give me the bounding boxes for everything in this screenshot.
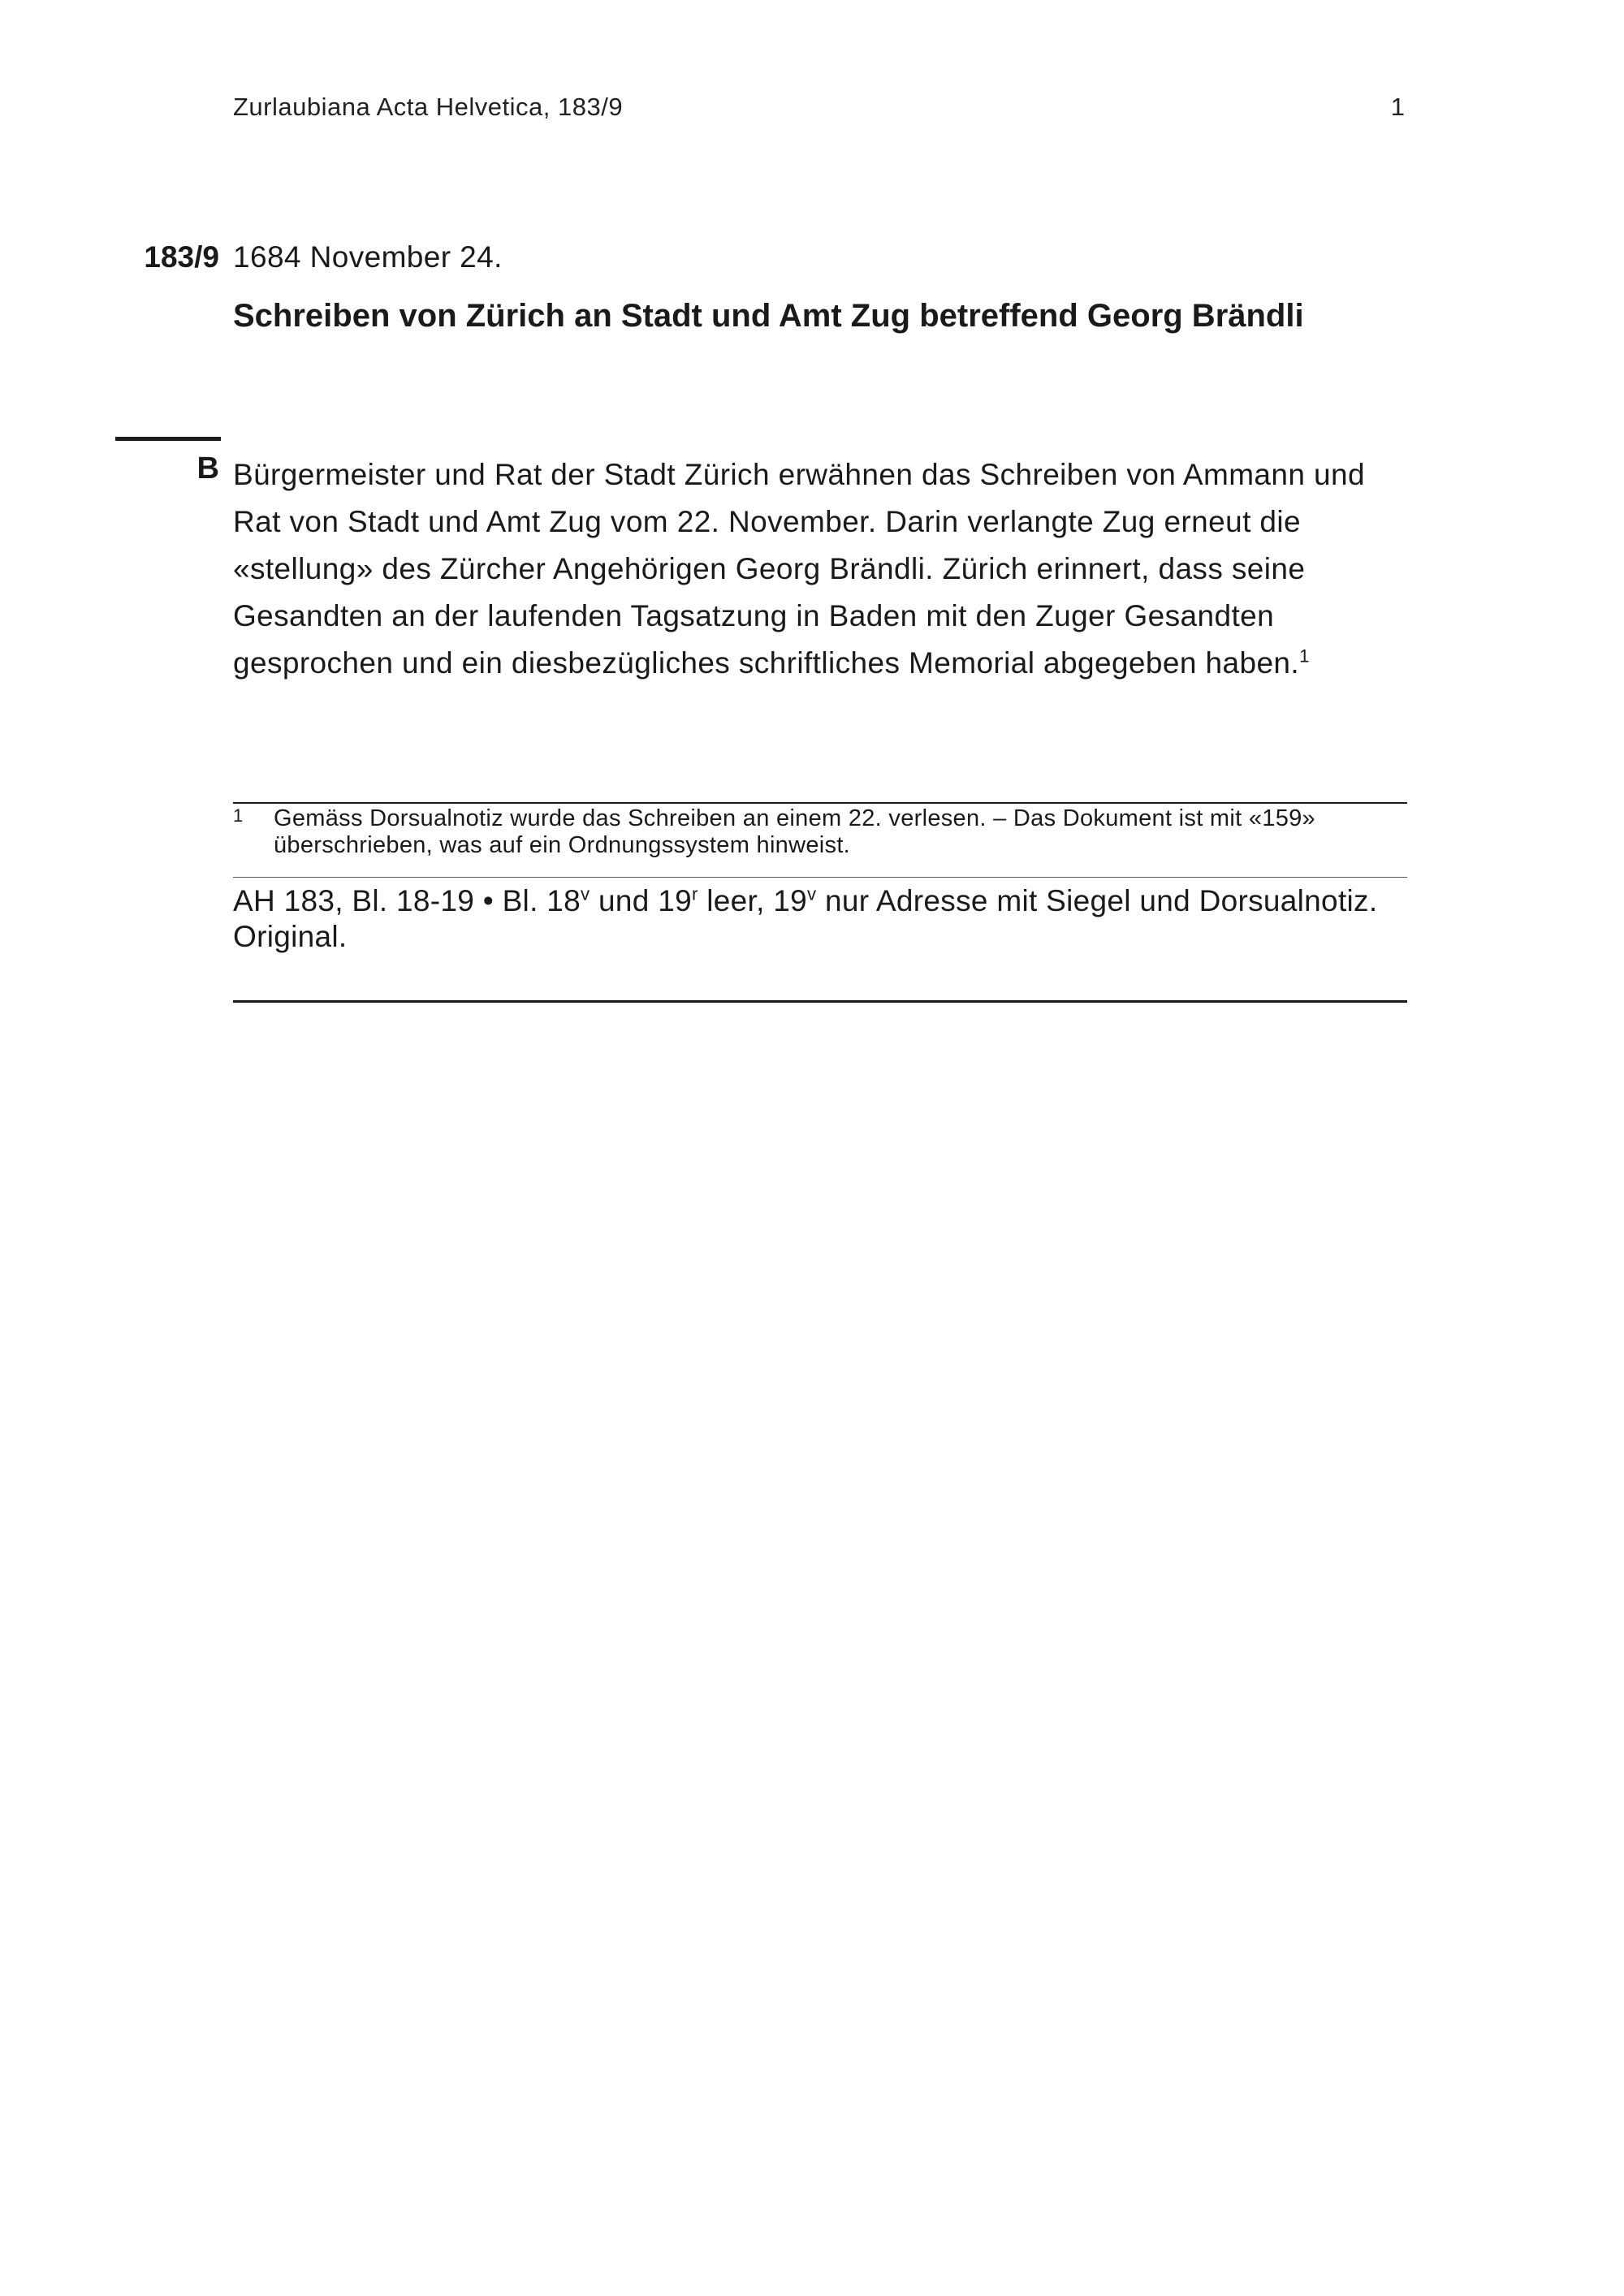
source-part-2: und 19 [590, 884, 692, 917]
footnote-separator [233, 802, 1407, 804]
source-part-1: AH 183, Bl. 18-19 • Bl. 18 [233, 884, 581, 917]
footnote-reference[interactable]: 1 [1299, 645, 1310, 667]
summary-marker: B [197, 451, 219, 486]
document-number: 183/9 [144, 240, 219, 274]
end-rule [233, 1000, 1407, 1003]
document-title: Schreiben von Zürich an Stadt und Amt Zug betreffend Georg Brändli [233, 298, 1304, 334]
source-part-4: nur Adresse mit Siegel und Dorsualnotiz. [816, 884, 1378, 917]
source-part-3: leer, 19 [698, 884, 808, 917]
footnote [233, 805, 1407, 859]
page-number: 1 [1390, 93, 1405, 121]
source-block [233, 883, 1407, 955]
summary-text: Bürgermeister und Rat der Stadt Zürich erwähnen das Schreiben von Ammann und Rat von Stadt und Amt Zug vom 22. November. Darin verlangte Zug erneut die «stellung» des Zürcher Angehörigen Georg Brändli. Zürich erinnert, dass seine Gesandten an der laufenden Tagsatzung in Baden mit den Zuger Gesandten gesprochen und ein diesbezügliches schriftliches Memorial abgegeben haben. [233, 458, 1365, 680]
running-title: Zurlaubiana Acta Helvetica, 183/9 [233, 93, 624, 121]
source-separator [233, 877, 1407, 878]
source-status: Original. [233, 920, 348, 953]
footnote-mark: 1 [233, 805, 244, 826]
footnote-text: Gemäss Dorsualnotiz wurde das Schreiben an einem 22. verlesen. – Das Dokument ist mit «159» überschrieben, was auf ein Ordnungssystem hinweist. [274, 805, 1315, 858]
source-sup-1: v [581, 883, 590, 904]
source-sup-2: r [691, 883, 698, 904]
margin-rule [115, 437, 221, 441]
document-date: 1684 November 24. [233, 240, 503, 274]
source-reference [233, 883, 1407, 919]
summary-paragraph [233, 451, 1415, 687]
source-sup-3: v [807, 883, 817, 904]
